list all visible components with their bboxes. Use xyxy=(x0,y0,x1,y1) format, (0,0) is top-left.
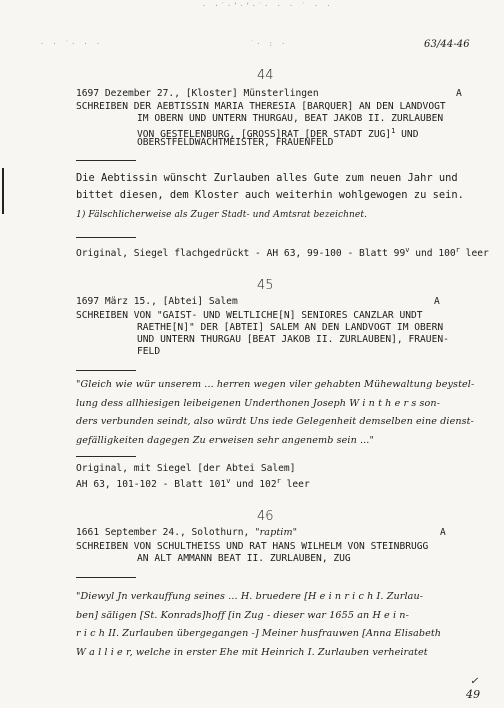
entry-title-line: AN ALT AMMANN BEAT II. ZURLAUBEN, ZUG xyxy=(137,553,351,564)
footnote-ref: 1 xyxy=(391,127,396,135)
entry-title-line: VON GESTELENBURG, [GROSS]RAT [DER STADT ZUG]$^1$ UND xyxy=(137,127,419,141)
divider xyxy=(76,370,136,371)
scan-edge-mark xyxy=(2,168,4,214)
entry-date-line: 1697 Dezember 27., [Kloster] Münsterlingen xyxy=(76,88,319,99)
quote-line: W a l l i e r, welche in erster Ehe mit Heinrich I. Zurlauben verheiratet xyxy=(76,647,428,658)
entry-title-line: RAETHE[N]" DER [ABTEI] SALEM AN DEN LANDVOGT IM OBERN xyxy=(137,322,444,333)
quote-line: gefälligkeiten dagegen Zu erweisen sehr angenemb sein ..." xyxy=(76,435,374,446)
divider xyxy=(76,237,136,238)
entry-number: 45 xyxy=(257,278,274,293)
entry-title-line: SCHREIBEN VON "GAIST- UND WELTLICHE[N] SENIORES CANZLAR UNDT xyxy=(76,310,423,321)
source-line: Original, Siegel flachgedrückt - AH 63, 99-100 - Blatt 99$^v$ und 100$^r$ leer xyxy=(76,246,489,260)
entry-title-line: FELD xyxy=(137,346,161,357)
entry-title-line: SCHREIBEN VON SCHULTHEISS UND RAT HANS WILHELM VON STEINBRUGG xyxy=(76,541,429,552)
summary-line: Die Aebtissin wünscht Zurlauben alles Gute zum neuen Jahr und xyxy=(76,172,458,184)
entry-title-line: OBERSTFELDWACHTMEISTER, FRAUENFELD xyxy=(137,137,334,148)
entry-mark: A xyxy=(440,527,446,538)
entry-mark: A xyxy=(434,296,440,307)
check-mark-icon: ✓ xyxy=(470,676,479,687)
entry-date-line: 1661 September 24., Solothurn, "raptim" xyxy=(76,527,298,538)
entry-mark: A xyxy=(456,88,462,99)
entry-title-line: SCHREIBEN DER AEBTISSIN MARIA THERESIA [BARQUER] AN DEN LANDVOGT xyxy=(76,101,446,112)
quote-line: lung dess allhiesigen leibeigenen Underthonen Joseph W i n t h e r s son- xyxy=(76,398,441,409)
quote-line: ben] säligen [St. Konrads]hoff [in Zug - dieser war 1655 an H e i n- xyxy=(76,610,409,621)
divider xyxy=(76,160,136,161)
quote-line: ders verbunden seindt, also würdt Uns iede Gelegenheit demselben eine dienst- xyxy=(76,416,474,427)
quote-line: "Gleich wie wür unserem ... herren wegen viler gehabten Mühewaltung beystel- xyxy=(76,379,475,390)
entry-title-line: UND UNTERN THURGAU [BEAT JAKOB II. ZURLAUBEN], FRAUEN- xyxy=(137,334,449,345)
entry-date-line: 1697 März 15., [Abtei] Salem xyxy=(76,296,238,307)
footnote: 1) Fälschlicherweise als Zuger Stadt- und Amtsrat bezeichnet. xyxy=(76,210,368,220)
scan-noise: · ·˙·’·‘·˙· · · ˙ · · xyxy=(202,2,333,10)
entry-title-line: IM OBERN UND UNTERN THURGAU, BEAT JAKOB II. ZURLAUBEN xyxy=(137,113,444,124)
quote-line: r i c h II. Zurlauben übergegangen -] Meiner husfrauwen [Anna Elisabeth xyxy=(76,628,442,639)
entry-number: 46 xyxy=(257,509,274,524)
summary-line: bittet diesen, dem Kloster auch weiterhin wohlgewogen zu sein. xyxy=(76,189,464,201)
source-line: AH 63, 101-102 - Blatt 101$^v$ und 102$^r$ leer xyxy=(76,477,310,491)
divider xyxy=(76,456,136,457)
quote-line: "Diewyl Jn verkauffung seines ... H. bruedere [H e i n r i c h I. Zurlau- xyxy=(76,591,424,602)
page-reference: 63/44-46 xyxy=(424,39,470,50)
divider xyxy=(76,577,136,578)
scan-noise: · · ˙· · · xyxy=(40,40,103,48)
source-line: Original, mit Siegel [der Abtei Salem] xyxy=(76,463,296,474)
footer-mark: 49 xyxy=(466,688,481,701)
entry-number: 44 xyxy=(257,68,274,83)
scan-noise: ˙· : · xyxy=(250,40,288,48)
